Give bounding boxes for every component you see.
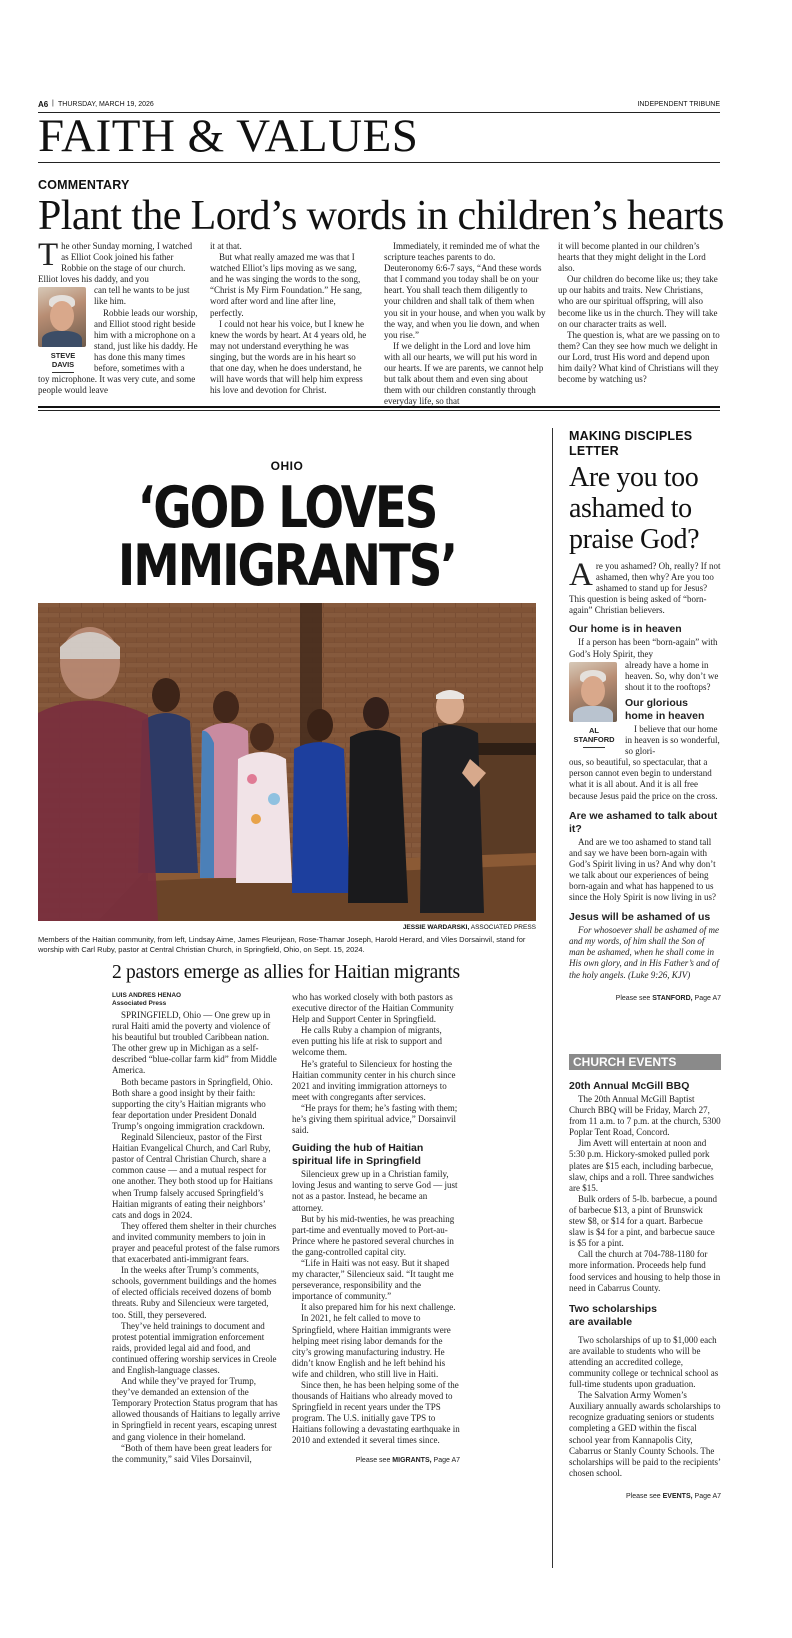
disciples-p4: For whosoever shall be ashamed of me and my words, of him shall the Son of man be ashamed, when he shall come in His own glory, and in His Father’s and of the holy angels. (Luke 9:26, KJV) bbox=[569, 925, 719, 980]
disciples-p3: And are we too ashamed to stand tall and say we have been born-again with God’s Spirit living in us? And why don’t we talk about our experiences of being born-again and what has happened to us since the Holy Spirit is now living in us? bbox=[569, 836, 716, 903]
column-divider bbox=[552, 428, 553, 1568]
scholarship-title-2: are available bbox=[569, 1315, 633, 1328]
immigrants-col2-p7: “Life in Haiti was not easy. But it shaped my character,” Silencieux said. “It taught me perseverance, responsibility and the importance of community.” bbox=[292, 1257, 454, 1302]
commentary-col4-p2: Our children do become like us; they take up our habits and traits. New Christians, who are our spiritual offspring, will also become like us in the church. They will take on our character traits as well. bbox=[558, 274, 718, 329]
disciples-body bbox=[569, 557, 721, 1004]
immigrants-jump-line bbox=[292, 1455, 460, 1466]
disciples-jump-page: Page A7 bbox=[694, 994, 721, 1002]
commentary-col1-lead: he other Sunday morning, I watched as Elliot Cook joined his father Robbie on the stage of our church. Elliot loves his daddy, and you bbox=[38, 241, 193, 285]
bbq-title: 20th Annual McGill BBQ bbox=[569, 1080, 690, 1092]
immigrants-col2-p3: He’s grateful to Silencieux for hosting the Haitian community center in his church since 2021 and inviting immigration attorneys to meet with congregants after services. bbox=[292, 1058, 456, 1102]
commentary-col-1 bbox=[38, 237, 198, 396]
immigrants-byline: LUIS ANDRES HENAO bbox=[112, 992, 182, 999]
disciples-author-line-1: AL bbox=[589, 725, 599, 735]
disciples-minihead-4: Jesus will be ashamed of us bbox=[569, 911, 711, 924]
commentary-col2-p2: But what really amazed me was that I watched Elliot’s lips moving as we sang, and he was singing the words to the song, “Christ is My Firm Foundation.” He sang, word after word and line after line, perfectly. bbox=[210, 252, 362, 318]
bbq-p1: The 20th Annual McGill Baptist Church BBQ will be Friday, March 27, from 11 a.m. to 7 p.m. at the church, 5300 Poplar Tent Road, Concord. bbox=[569, 1094, 721, 1138]
disciples-jump-prefix: Please see bbox=[615, 994, 651, 1002]
immigrants-jump-target[interactable]: MIGRANTS, bbox=[392, 1456, 432, 1464]
commentary-col3-p1: Immediately, it reminded me of what the scripture teaches parents to do. Deuteronomy 6:6-7 says, “And these words that I command you today shall be on your heart. You shall teach them diligently to your children and shall talk of them when you sit in your house, and when you walk by the way, and when you lie down, and when you rise.” bbox=[384, 241, 546, 340]
commentary-bottom-rule bbox=[38, 406, 720, 408]
immigrants-subhead: 2 pastors emerge as allies for Haitian migrants bbox=[112, 962, 460, 983]
disciples-p1-side: already have a home in heaven. So, why don’t we shout it to the rooftops? bbox=[625, 659, 719, 692]
immigrants-col2-p10: Since then, he has been helping some of the thousands of Haitians who already moved to Springfield in recent years under the TPS program. The U.S. initially gave TPS to Haitians following a devastating earthquake in 2010 and extended it several times since. bbox=[292, 1380, 460, 1446]
section-rule bbox=[38, 162, 720, 163]
bbq-p2: Jim Avett will entertain at noon and 5:30 p.m. Hickory-smoked pulled pork plates are $15 each, including barbecue, slaw, chips and a roll. Three sandwiches are $15. bbox=[569, 1138, 714, 1193]
commentary-drop-cap: T bbox=[38, 237, 59, 273]
bbq-p4: Call the church at 704-788-1180 for more information. Proceeds help fund food services and housing to help those in need in Cabarrus County. bbox=[569, 1249, 721, 1293]
immigrants-col-2 bbox=[292, 992, 460, 1466]
commentary-col1-beside: can tell he wants to be just like him. bbox=[94, 285, 190, 307]
author-name-line-2: DAVIS bbox=[51, 360, 75, 370]
immigrants-headline-line-1: ‘GOD LOVES bbox=[137, 475, 437, 541]
commentary-col-4 bbox=[558, 241, 720, 385]
author-photo-al-stanford bbox=[569, 662, 617, 722]
church-events-bar: CHURCH EVENTS bbox=[569, 1054, 721, 1070]
header-divider: | bbox=[52, 100, 54, 107]
section-title: FAITH & VALUES bbox=[38, 110, 419, 162]
commentary-headline: Plant the Lord’s words in children’s hearts bbox=[38, 193, 724, 239]
disciples-minihead-1: Our home is in heaven bbox=[569, 623, 682, 636]
immigrants-col2-p6: But by his mid-twenties, he was preaching part-time and eventually moved to Port-au-Prince where he pastored several churches in the gang-controlled capital city. bbox=[292, 1213, 455, 1257]
immigrants-col1-p2: Both became pastors in Springfield, Ohio. Both share a good insight by their faith: supporting the city’s Haitian migrants who fear deportation under President Donald Trump’s ongoing immigration crackdown. bbox=[112, 1076, 273, 1131]
bbq-p3: Bulk orders of 5-lb. barbecue, a pound of barbecue $13, a pint of Brunswick stew $8, or $14 for a quart. Barbecue slaw is $4 for a pint, and barbecue sauce is $5 for a pint. bbox=[569, 1193, 717, 1249]
immigrants-col2-p9: In 2021, he felt called to move to Springfield, where Haitian immigrants were helping meet rising labor demands for the city’s growing manufacturing industry. He didn’t know English and he left behind his wife and children, who still live in Haiti. bbox=[292, 1313, 451, 1379]
commentary-col-2 bbox=[210, 241, 370, 396]
ohio-kicker: OHIO bbox=[270, 459, 304, 473]
commentary-col-3 bbox=[384, 241, 546, 407]
page-number: A6 bbox=[38, 100, 49, 109]
worship-photo-illustration bbox=[38, 603, 536, 921]
disciples-column bbox=[569, 429, 721, 1004]
disciples-lead: re you ashamed? Oh, really? If not ashamed, then why? Are you too ashamed to stand up for Jesus? This question is being asked of “born-again” Christian believers. bbox=[569, 561, 721, 616]
events-column bbox=[569, 1054, 721, 1502]
photo-credit-org: ASSOCIATED PRESS bbox=[470, 924, 536, 931]
disciples-minihead-2a: Our glorious bbox=[625, 696, 688, 709]
immigrants-col1-p6: They’ve held trainings to document and protest potential immigration enforcement raids, provided legal aid and food, and continued offering worship services in Creole and English-language classes. bbox=[112, 1320, 277, 1375]
photo-credit bbox=[38, 924, 536, 931]
events-jump-target[interactable]: EVENTS, bbox=[662, 1492, 693, 1500]
scholarship-p2: The Salvation Army Women’s Auxiliary annually awards scholarships to recognize graduating seniors or students completing a GED within the fiscal school year from Kannapolis City, Cabarrus or Stanly County Schools. The scholarships will be paid to the recipients’ chosen school. bbox=[569, 1390, 721, 1478]
immigrants-col1-p5: In the weeks after Trump’s comments, schools, government buildings and the homes of elected officials received dozens of bomb threats. Ruby and Silencieux were targeted, too. Still, they persevered. bbox=[112, 1265, 277, 1320]
photo-credit-name: JESSIE WARDARSKI, bbox=[402, 924, 470, 931]
disciples-kicker-line-1: MAKING DISCIPLES bbox=[569, 429, 693, 443]
immigrants-headline bbox=[83, 475, 491, 599]
immigrants-col2-p5: Silencieux grew up in a Christian family, loving Jesus and wanting to serve God — just not as a pastor. Instead, he became an attorney. bbox=[292, 1169, 458, 1213]
commentary-col2-p3: I could not hear his voice, but I knew he knew the words by heart. At 4 years old, he may not understand everything he was singing, but the words are in his heart so that one day, when he does understand, he will have words that will help him express his love and devotion for Christ. bbox=[210, 318, 367, 396]
immigrants-col1-p3: Reginald Silencieux, pastor of the First Haitian Evangelical Church, and Carl Ruby, pastor of Central Christian Church, share a common cause — and a mutual respect for one another. They both stood up for Haitians when Trump falsely accused Springfield’s Haitian migrants of eating their neighbors’ cats and dogs in 2024. bbox=[112, 1132, 273, 1220]
scholarship-title-1: Two scholarships bbox=[569, 1302, 657, 1315]
immigrants-col2-p2: He calls Ruby a champion of migrants, even putting his life at risk to support and welcome them. bbox=[292, 1025, 442, 1058]
commentary-col1-p2: Robbie leads our worship, and Elliot stood right beside him with a microphone on a stand, just like his daddy. He has done this many times before, sometimes with a toy microphone. It was very cute, and some people would leave bbox=[38, 307, 198, 396]
immigrants-col2-p4: “He prays for them; he’s fasting with them; he’s giving them spiritual advice,” Dorsainvil said. bbox=[292, 1102, 458, 1136]
events-body bbox=[569, 1080, 721, 1502]
immigrants-col2-p1: who has worked closely with both pastors as executive director of the Haitian Community Help and Support Center in Springfield. bbox=[292, 992, 454, 1025]
events-jump-line bbox=[569, 1491, 721, 1502]
disciples-p2-rest: ous, so beautiful, so spectacular, that a person cannot even begin to understand what it is all about. And it is all free because Jesus paid the price on the cross. bbox=[569, 757, 718, 801]
immigrants-headline-line-2: IMMIGRANTS’ bbox=[117, 533, 457, 599]
disciples-minihead-3: Are we ashamed to talk about it? bbox=[569, 809, 718, 835]
author-box-steve-davis bbox=[38, 287, 88, 373]
newspaper-page bbox=[38, 96, 724, 1616]
worship-photo bbox=[38, 603, 536, 921]
issue-date: THURSDAY, MARCH 19, 2026 bbox=[58, 101, 154, 108]
immigrants-byline-org: Associated Press bbox=[112, 1000, 167, 1007]
scholarship-title bbox=[569, 1303, 721, 1329]
author-photo-steve-davis bbox=[38, 287, 86, 347]
paper-name: INDEPENDENT TRIBUNE bbox=[637, 101, 720, 108]
disciples-headline: Are you too ashamed to praise God? bbox=[569, 462, 700, 555]
commentary-col2-p1: it at that. bbox=[210, 241, 242, 251]
commentary-bottom-rule-2 bbox=[38, 410, 720, 411]
immigrants-col1-p8: “Both of them have been great leaders for the community,” said Viles Dorsainvil, bbox=[112, 1442, 272, 1464]
immigrants-col-1 bbox=[112, 992, 280, 1465]
immigrants-col1-p7: And while they’ve prayed for Trump, they’ve demanded an extension of the Temporary Protection Status program that has allowed thousands of Haitians to legally arrive in Springfield in recent years, escaping unrest and gang violence in their homeland. bbox=[112, 1376, 280, 1442]
author-name-line-1: STEVE bbox=[50, 351, 76, 361]
scholarship-p1: Two scholarships of up to $1,000 each are available to students who will be attending an accredited college, community college or technical school as full-time students upon graduation. bbox=[569, 1334, 719, 1390]
disciples-author-line-2: STANFORD bbox=[573, 734, 615, 744]
photo-caption: Members of the Haitian community, from left, Lindsay Aime, James Fleurijean, Rose-Thamar Joseph, Harold Herard, and Viles Dorsainvil, stand for worship with Carl Ruby, pastor at Central Christian Church, in Springfield, Ohio, on Sept. 15, 2024. bbox=[38, 935, 526, 954]
immigrants-jump-prefix: Please see bbox=[355, 1456, 391, 1464]
events-jump-prefix: Please see bbox=[626, 1492, 661, 1500]
disciples-drop-cap: A bbox=[569, 557, 593, 593]
disciples-jump-target[interactable]: STANFORD, bbox=[652, 994, 693, 1002]
disciples-minihead-2b: home in heaven bbox=[625, 709, 705, 722]
commentary-col4-p3: The question is, what are we passing on to them? Can they see how much we delight in our Lord, trust His word and depend upon him daily? What kind of Christians will they become by watching us? bbox=[558, 329, 720, 385]
commentary-col4-p1: it will become planted in our children’s hearts that they might delight in the Lord also. bbox=[558, 241, 706, 274]
disciples-author-rule bbox=[583, 747, 605, 748]
disciples-jump-line bbox=[569, 993, 721, 1004]
events-jump-page: Page A7 bbox=[694, 1492, 721, 1500]
immigrants-jump-page: Page A7 bbox=[433, 1456, 460, 1464]
immigrants-col1-p4: They offered them shelter in their churches and invited community members to join in prayer and peaceful protest of the false rumors that exacerbated anti-immigrant fears. bbox=[112, 1220, 280, 1265]
disciples-p2-side: I believe that our home in heaven is so wonderful, so glori- bbox=[625, 723, 720, 757]
immigrants-col1-p1: SPRINGFIELD, Ohio — One grew up in rural Haiti amid the poverty and violence of his beautiful but troubled Caribbean nation. The other grew up in Michigan as a self-described “blue-collar farm kid” from Middle America. bbox=[112, 1010, 277, 1076]
disciples-p1-top: If a person has been “born-again” with God’s Holy Spirit, they bbox=[569, 637, 718, 659]
author-box-al-stanford bbox=[569, 662, 619, 748]
commentary-kicker: COMMENTARY bbox=[38, 178, 130, 192]
disciples-kicker-line-2: LETTER bbox=[569, 444, 619, 458]
immigrants-col2-p8: It also prepared him for his next challenge. bbox=[301, 1302, 456, 1313]
immigrants-minihead: Guiding the hub of Haitian spiritual life in Springfield bbox=[292, 1142, 424, 1168]
commentary-col3-p2: If we delight in the Lord and love him with all our hearts, we will put his word in our hearts. If we are parents, we cannot help but talk about them and even sing about them with our children constantly through everyday life, so that bbox=[384, 340, 544, 407]
